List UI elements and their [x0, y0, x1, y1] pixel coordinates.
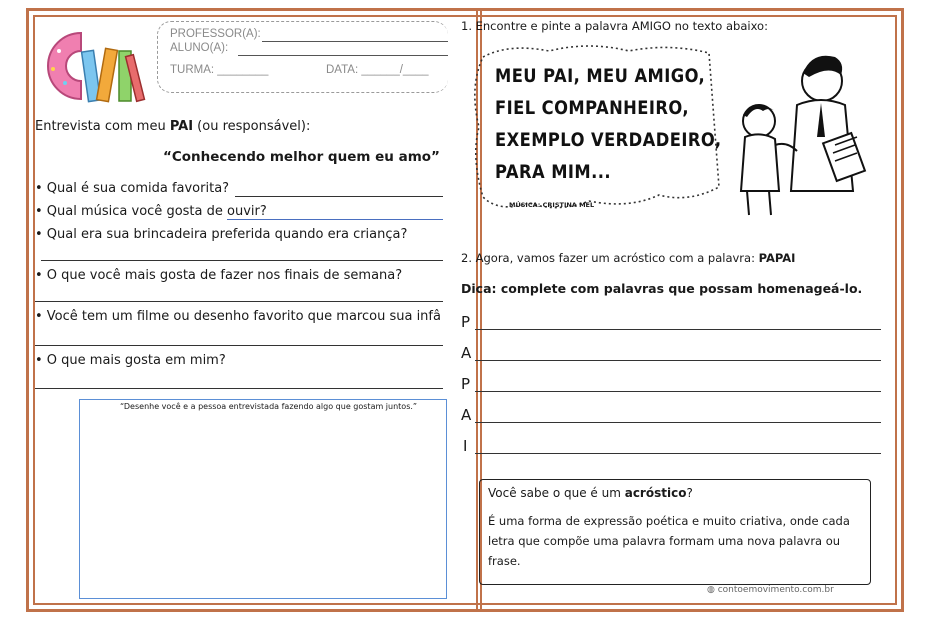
question-5: • Você tem um filme ou desenho favorito que marcou sua infâ [35, 309, 441, 324]
professor-label: PROFESSOR(A): [170, 28, 261, 40]
lyric-line-3: EXEMPLO VERDADEIRO, [495, 129, 722, 151]
answer-line-4[interactable] [35, 301, 443, 302]
globe-icon: ◍ [707, 585, 718, 595]
info-question: Você sabe o que é um acróstico? [488, 486, 693, 500]
question-1: • Qual é sua comida favorita? [35, 181, 230, 196]
acrostic-letter-4: A [461, 406, 472, 424]
answer-line-2[interactable] [227, 219, 443, 220]
answer-line-6[interactable] [35, 388, 443, 389]
answer-line-5[interactable] [35, 345, 443, 346]
question-2: • Qual música você gosta de ouvir? [35, 204, 267, 219]
acrostic-line-5[interactable] [475, 453, 881, 454]
father-son-illustration [717, 41, 867, 217]
task-1-instruction: 1. Encontre e pinte a palavra AMIGO no texto abaixo: [461, 19, 768, 33]
answer-line-3[interactable] [41, 260, 443, 261]
aluno-label: ALUNO(A): [170, 42, 229, 54]
acrostic-letter-5: I [463, 437, 468, 455]
question-6: • O que mais gosta em mim? [35, 353, 226, 368]
worksheet-subtitle: “Conhecendo melhor quem eu amo” [163, 149, 440, 165]
acrostic-line-3[interactable] [475, 391, 881, 392]
drawing-area[interactable] [79, 399, 447, 599]
worksheet-frame [26, 8, 904, 612]
site-credit: ◍ contoemovimento.com.br [707, 585, 834, 595]
music-credit: MÚSICA: CRISTINA MEL [509, 201, 595, 209]
drawing-caption: “Desenhe você e a pessoa entrevistada fazendo algo que gostam juntos.” [120, 402, 418, 411]
acrostic-line-4[interactable] [475, 422, 881, 423]
acrostic-letter-2: A [461, 344, 472, 362]
acrostic-line-1[interactable] [475, 329, 881, 330]
info-line-1: É uma forma de expressão poética e muito criativa, onde cada [488, 514, 850, 528]
info-line-3: frase. [488, 554, 521, 568]
answer-line-1[interactable] [235, 196, 443, 197]
lyric-line-2: FIEL COMPANHEIRO, [495, 97, 689, 119]
question-3: • Qual era sua brincadeira preferida quando era criança? [35, 227, 408, 242]
question-4: • O que você mais gosta de fazer nos finais de semana? [35, 268, 403, 283]
interview-intro: Entrevista com meu PAI (ou responsável): [35, 119, 311, 134]
acrostic-info-box [479, 479, 871, 585]
professor-line[interactable] [262, 41, 448, 42]
lyric-line-1: MEU PAI, MEU AMIGO, [495, 65, 706, 87]
info-line-2: letra que compõe uma palavra formam uma nova palavra ou [488, 534, 841, 548]
hint-text: Dica: complete com palavras que possam homenageá-lo. [461, 281, 863, 296]
cm-logo [41, 21, 151, 111]
aluno-line[interactable] [238, 55, 448, 56]
data-field[interactable]: DATA: ______/____ [326, 64, 429, 76]
lyric-line-4: PARA MIM... [495, 161, 611, 183]
acrostic-line-2[interactable] [475, 360, 881, 361]
acrostic-letter-3: P [461, 375, 471, 393]
acrostic-letter-1: P [461, 313, 471, 331]
task-2-instruction: 2. Agora, vamos fazer um acróstico com a palavra: PAPAI [461, 251, 796, 265]
turma-field[interactable]: TURMA: ________ [170, 64, 269, 76]
student-header-box [157, 21, 448, 93]
